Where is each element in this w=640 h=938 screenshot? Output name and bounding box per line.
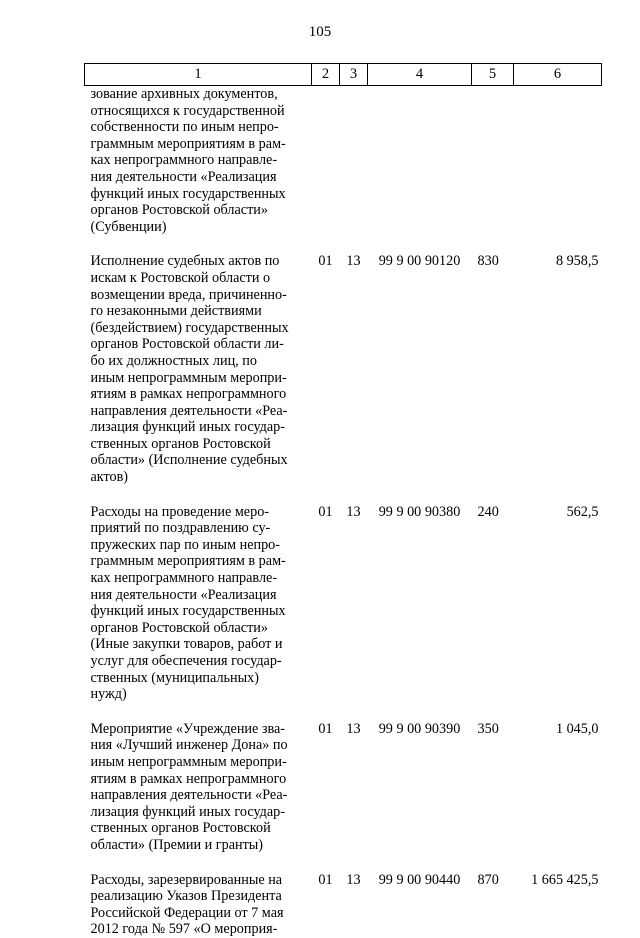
description-line: органов Ростовской области ли- xyxy=(90,336,284,353)
header-cell-type: 5 xyxy=(472,64,514,86)
description-line: ках непрограммного направле- xyxy=(90,152,278,169)
cell-description xyxy=(85,721,312,854)
description-line: граммным мероприятиям в рам- xyxy=(90,553,286,570)
description-line: ятиям в рамках непрограммного xyxy=(90,386,287,403)
table-row xyxy=(85,253,602,485)
description-line: ния деятельности «Реализация xyxy=(90,586,277,603)
description-line: пружеских пар по иным непро- xyxy=(90,536,280,553)
description-line: ственных органов Ростовской xyxy=(90,435,271,452)
description-line: области» (Исполнение судебных xyxy=(90,452,288,469)
description-line: собственности по иным непро- xyxy=(90,119,279,136)
header-cell-target: 4 xyxy=(368,64,472,86)
description-line: реализацию Указов Президента xyxy=(90,888,282,905)
cell-amount: 1 665 425,5 xyxy=(531,871,599,888)
row-spacer xyxy=(85,235,602,253)
table-header xyxy=(85,64,602,86)
description-line: возмещении вреда, причиненно- xyxy=(90,286,287,303)
description-line: ках непрограммного направле- xyxy=(90,570,278,587)
description-line: направления деятельности «Реа- xyxy=(90,402,288,419)
description-line: ственных (муниципальных) xyxy=(90,669,259,686)
description-line: бо их должностных лиц, по xyxy=(90,352,257,369)
description-line: иным непрограммным меропри- xyxy=(90,753,287,770)
cell-target-article: 99 9 00 90120 xyxy=(378,253,461,270)
description-line: (Иные закупки товаров, работ и xyxy=(90,636,283,653)
cell-subsection: 13 xyxy=(346,253,361,270)
cell-subsection: 13 xyxy=(346,720,361,737)
description-line: граммным мероприятиям в рам- xyxy=(90,135,286,152)
cell-description xyxy=(85,86,312,236)
cell-section: 01 xyxy=(318,871,333,888)
cell-target-article: 99 9 00 90380 xyxy=(378,503,461,520)
row-spacer xyxy=(85,703,602,721)
description-line: Исполнение судебных актов по xyxy=(90,253,280,270)
cell-expense-type: 240 xyxy=(477,503,499,520)
description-line: актов) xyxy=(90,469,129,486)
cell-amount: 562,5 xyxy=(566,503,599,520)
description-line: иным непрограммным меропри- xyxy=(90,369,287,386)
table-row xyxy=(85,86,602,236)
description-line: органов Ростовской области» xyxy=(90,202,268,219)
description-line: ственных органов Ростовской xyxy=(90,820,271,837)
header-cell-section: 2 xyxy=(312,64,340,86)
cell-expense-type: 830 xyxy=(477,253,499,270)
cell-section: 01 xyxy=(318,253,333,270)
description-line: го незаконными действиями xyxy=(90,303,262,320)
description-line: 2012 года № 597 «О мероприя- xyxy=(90,921,278,938)
cell-expense-type xyxy=(472,86,514,236)
cell-section: 01 xyxy=(318,503,333,520)
budget-table xyxy=(84,63,602,938)
description-line: Расходы на проведение меро- xyxy=(90,503,270,520)
description-line: зование архивных документов, xyxy=(90,86,278,102)
cell-section xyxy=(312,86,340,236)
header-cell-amount: 6 xyxy=(514,64,602,86)
row-spacer xyxy=(85,486,602,504)
row-spacer-cell xyxy=(85,235,602,253)
cell-target-article: 99 9 00 90440 xyxy=(378,871,461,888)
description-line: лизация функций иных государ- xyxy=(90,803,285,820)
header-cell-name: 1 xyxy=(85,64,312,86)
table-body xyxy=(85,86,602,938)
description-line: (бездействием) государственных xyxy=(90,319,289,336)
description-line: органов Ростовской области» xyxy=(90,619,268,636)
description-line: ния «Лучший инженер Дона» по xyxy=(90,737,288,754)
description-line: Мероприятие «Учреждение зва- xyxy=(90,720,286,737)
cell-subsection: 13 xyxy=(346,871,361,888)
description-line: функций иных государственных xyxy=(90,185,286,202)
cell-target-article xyxy=(368,86,472,236)
cell-target-article: 99 9 00 90390 xyxy=(378,720,461,737)
description-line: области» (Премии и гранты) xyxy=(90,836,264,853)
description-line: Российской Федерации от 7 мая xyxy=(90,904,284,921)
description-line: направления деятельности «Реа- xyxy=(90,787,288,804)
cell-expense-type: 870 xyxy=(477,871,499,888)
cell-subsection xyxy=(340,86,368,236)
description-line: (Субвенции) xyxy=(90,218,167,235)
cell-amount: 1 045,0 xyxy=(555,720,599,737)
row-spacer-cell xyxy=(85,703,602,721)
cell-expense-type: 350 xyxy=(477,720,499,737)
row-spacer-cell xyxy=(85,854,602,872)
header-cell-subsection: 3 xyxy=(340,64,368,86)
cell-subsection: 13 xyxy=(346,503,361,520)
description-line: Расходы, зарезервированные на xyxy=(90,871,283,888)
description-line: функций иных государственных xyxy=(90,603,286,620)
cell-amount xyxy=(514,86,602,236)
description-line: относящихся к государственной xyxy=(90,102,285,119)
description-line: искам к Ростовской области о xyxy=(90,269,271,286)
row-spacer-cell xyxy=(85,486,602,504)
cell-description xyxy=(85,253,312,485)
description-line: лизация функций иных государ- xyxy=(90,419,285,436)
cell-description xyxy=(85,504,312,703)
description-line: ятиям в рамках непрограммного xyxy=(90,770,287,787)
description-line: услуг для обеспечения государ- xyxy=(90,653,282,669)
page-number: 105 xyxy=(308,24,332,40)
description-line: приятий по поздравлению су- xyxy=(90,520,271,537)
row-spacer xyxy=(85,854,602,872)
table-row xyxy=(85,721,602,854)
description-line: нужд) xyxy=(90,686,127,703)
header-row xyxy=(85,64,602,86)
description-line: ния деятельности «Реализация xyxy=(90,168,277,185)
cell-amount: 8 958,5 xyxy=(555,253,599,270)
cell-section: 01 xyxy=(318,720,333,737)
table-row xyxy=(85,504,602,703)
